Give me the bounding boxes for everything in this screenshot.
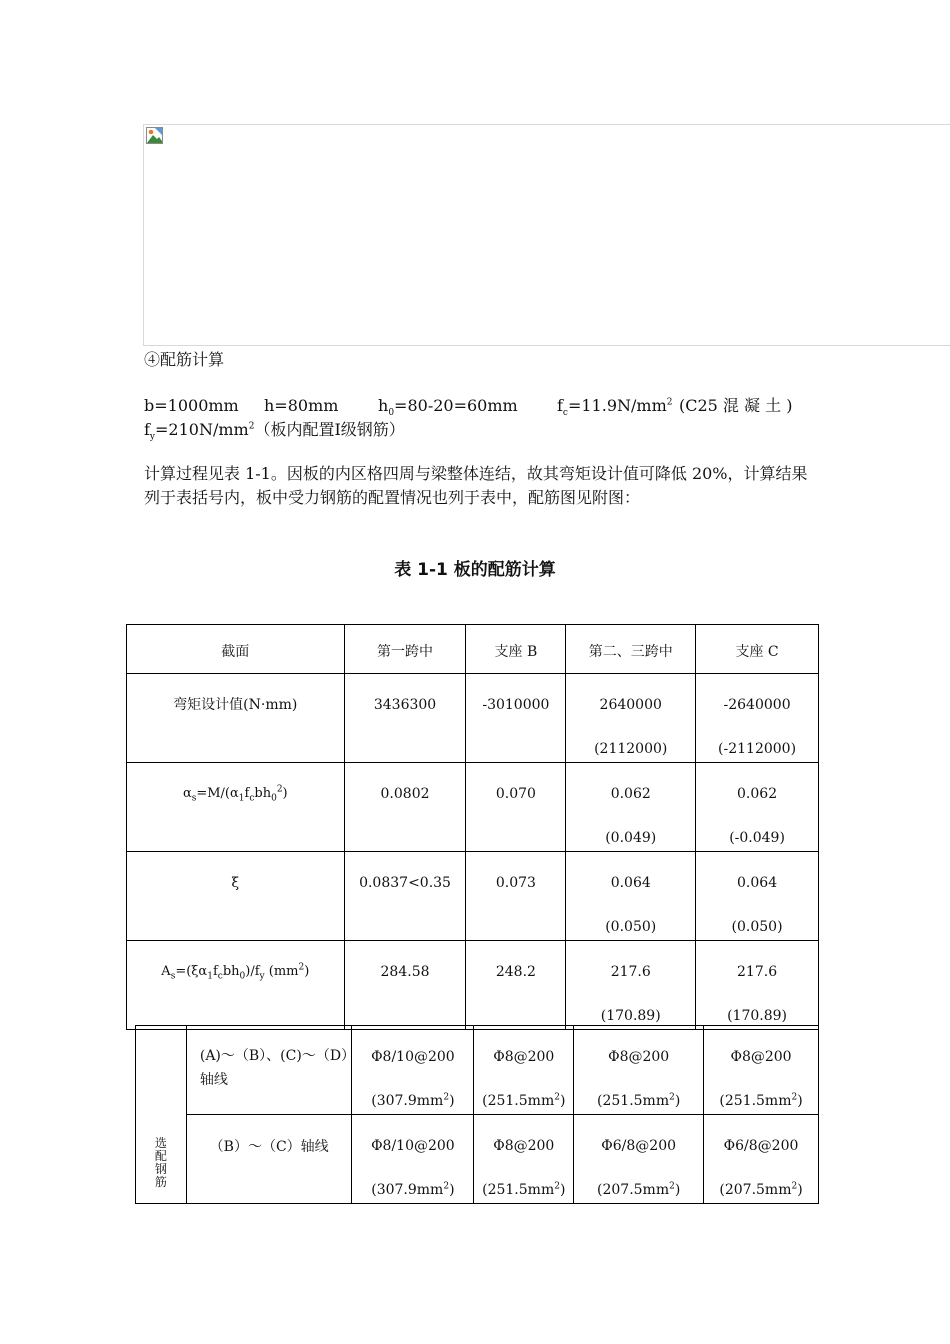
row-label-alpha-s: $\alpha_s=M/(\alpha_1f_cbh_0^2)$ [182,784,288,804]
broken-image-icon [146,127,163,144]
table-cell: 248.2 [495,964,536,980]
table-cell: 0.064 (0.050) [731,875,783,935]
side-label-selected-rebar: 选配钢筋 [154,1136,167,1189]
axis-label: (A)～（B）、(C)～（D）轴线 [199,1048,349,1088]
table-row [136,1026,819,1115]
table-cell: 3436300 [373,697,437,713]
table-cell: 0.070 [495,786,536,802]
table-cell: Φ6/8@200 $(207.5mm^2)$ [597,1138,681,1198]
row-label-xi: ξ [231,875,240,891]
table-cell: Φ6/8@200 $(207.5mm^2)$ [719,1138,803,1198]
row-label-moment: 弯矩设计值(N·mm) [173,697,298,713]
table-cell: Φ8@200 $(251.5mm^2)$ [597,1049,681,1109]
table-cell: Φ8@200 $(251.5mm^2)$ [719,1049,803,1109]
table-cell: 0.064 (0.050) [605,875,657,935]
table-cell: 217.6 (170.89) [600,964,661,1024]
header-first-span: 第一跨中 [344,625,466,674]
row-label-as: $A_s=(\xi\alpha_1f_cbh_0)/f_y$ $(mm^2)$ [161,962,310,982]
table-cell: 284.58 [380,964,430,980]
image-placeholder [143,124,950,346]
table-cell: Φ8@200 $(251.5mm^2)$ [482,1049,566,1109]
parameters-line-2: $f_y=210N/mm^2$（板内配置Ⅰ级钢筋） [144,420,405,443]
table-cell: 2640000 (2112000) [594,697,668,757]
table-cell: 0.073 [495,875,536,891]
calc-description: 计算过程见表 1-1。因板的内区格四周与梁整体连结，故其弯矩设计值可降低 20%，计算结果列于表括号内，板中受力钢筋的配置情况也列于表中，配筋图见附图： [144,464,808,507]
header-support-b: 支座 B [466,625,566,674]
table-row [127,852,819,941]
header-support-c: 支座 C [696,625,819,674]
table-cell: Φ8@200 $(251.5mm^2)$ [482,1138,566,1198]
table-cell: Φ8/10@200 $(307.9mm^2)$ [371,1138,455,1198]
table-header-row [127,625,819,674]
table-cell: 0.0802 [380,786,430,802]
table-cell: 0.0837<0.35 [359,875,451,891]
param-b: b=1000mm [144,396,239,415]
param-h0: $h_0=80-20=60mm$ [378,396,518,419]
axis-label: （B）～（C）轴线 [209,1139,329,1155]
selected-rebar-table [135,1025,819,1204]
table-row [127,763,819,852]
table-row [127,674,819,763]
table-cell: -3010000 [482,697,550,713]
header-second-third-span: 第二、三跨中 [566,625,696,674]
table-caption: 表 1-1 板的配筋计算 [394,560,556,580]
rebar-calc-table [126,624,819,1030]
table-cell: 0.062 (-0.049) [729,786,785,846]
table-row [127,941,819,1030]
param-h: h=80mm [264,396,339,415]
table-cell: Φ8/10@200 $(307.9mm^2)$ [371,1049,455,1109]
param-concrete: (C25 混 凝 土 ) [679,396,793,415]
header-section: 截面 [127,625,345,674]
table-row [136,1115,819,1204]
section-heading: ④配筋计算 [144,350,225,369]
table-cell: 217.6 (170.89) [727,964,788,1024]
param-fc: $f_c=11.9N/mm^2$ [557,396,673,419]
table-cell: 0.062 (0.049) [605,786,657,846]
table-cell: -2640000 (-2112000) [718,697,797,757]
